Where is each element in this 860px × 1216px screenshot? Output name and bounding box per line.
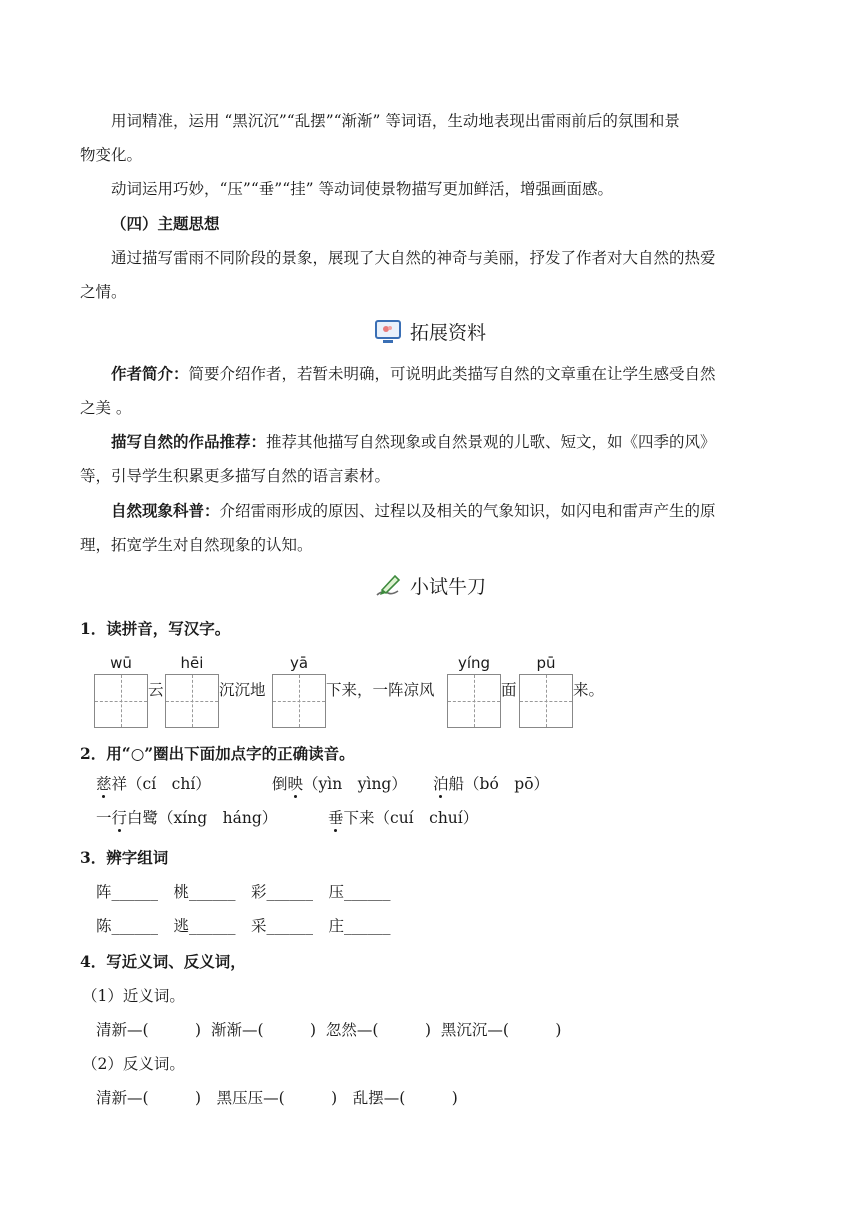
section-practice-heading: 小试牛刀	[0, 572, 860, 599]
q2-item: 慈祥（cí chí）	[96, 775, 211, 793]
q3-row-2[interactable]: 陈______ 逃______ 采______ 庄______	[96, 917, 391, 935]
question-1: 1．读拼音，写汉字。	[80, 619, 231, 638]
paragraph-science: 自然现象科普：介绍雷雨形成的原因、过程以及相关的气象知识，如闪电和雷声产生的原 理，拓宽学生对自然现象的认知。	[80, 501, 716, 554]
q4-antonym-row[interactable]: 清新—( ) 黑压压—( ) 乱摆—( )	[96, 1089, 458, 1107]
paragraph-word-choice: 用词精准，运用 “黑沉沉”“乱摆”“渐渐” 等词语，生动地表现出雷雨前后的氛围和景 物变化。	[80, 112, 680, 164]
tian-grid-box[interactable]	[519, 674, 573, 728]
q1-text: 来。	[573, 681, 605, 699]
paragraph-author: 作者简介：简要介绍作者，若暂未明确，可说明此类描写自然的文章重在让学生感受自然 之美 。	[80, 364, 716, 417]
pinyin-4: yíng	[457, 654, 491, 672]
theme-heading: （四）主题思想	[111, 214, 220, 233]
computer-icon	[374, 319, 402, 345]
tian-grid-box[interactable]	[447, 674, 501, 728]
pinyin-3: yā	[289, 654, 309, 672]
pen-icon	[374, 573, 402, 599]
tian-grid-box[interactable]	[272, 674, 326, 728]
q3-row-1[interactable]: 阵______ 桃______ 彩______ 压______	[96, 883, 391, 901]
tian-grid-box[interactable]	[94, 674, 148, 728]
q1-text: 沉沉地	[219, 681, 266, 699]
q4-synonym-row[interactable]: 清新—( ) 渐渐—( ) 忽然—( ) 黑沉沉—( )	[96, 1021, 562, 1039]
question-3: 3．辨字组词	[80, 848, 169, 867]
question-4: 4．写近义词、反义词，	[80, 952, 246, 971]
pinyin-5: pū	[536, 654, 556, 672]
q1-text: 下来，一阵凉风	[326, 681, 435, 699]
pinyin-2: hēi	[180, 654, 204, 672]
tian-grid-box[interactable]	[165, 674, 219, 728]
paragraph-verbs: 动词运用巧妙，“压”“垂”“挂” 等动词使景物描写更加鲜活，增强画面感。	[111, 180, 613, 198]
question-2: 2．用“○”圈出下面加点字的正确读音。	[80, 744, 355, 763]
q1-text: 面	[501, 681, 517, 699]
pinyin-1: wū	[110, 654, 132, 672]
paragraph-theme: 通过描写雷雨不同阶段的景象，展现了大自然的神奇与美丽，抒发了作者对大自然的热爱 之情。	[80, 249, 716, 301]
q1-text: 云	[148, 681, 164, 699]
paragraph-works: 描写自然的作品推荐：推荐其他描写自然现象或自然景观的儿歌、短文，如《四季的风》 等，引导学生积累更多描写自然的语言素材。	[80, 432, 716, 485]
q2-item: 一行白鹭（xíng háng）	[96, 809, 278, 827]
section-extend-heading: 拓展资料	[0, 318, 860, 345]
q2-item: 泊船（bó pō）	[433, 775, 550, 793]
q2-item: 垂下来（cuí chuí）	[328, 809, 479, 827]
q4-antonym-heading: （2）反义词。	[82, 1055, 185, 1073]
q2-item: 倒映（yìn yìng）	[272, 775, 407, 793]
q4-synonym-heading: （1）近义词。	[82, 987, 185, 1005]
